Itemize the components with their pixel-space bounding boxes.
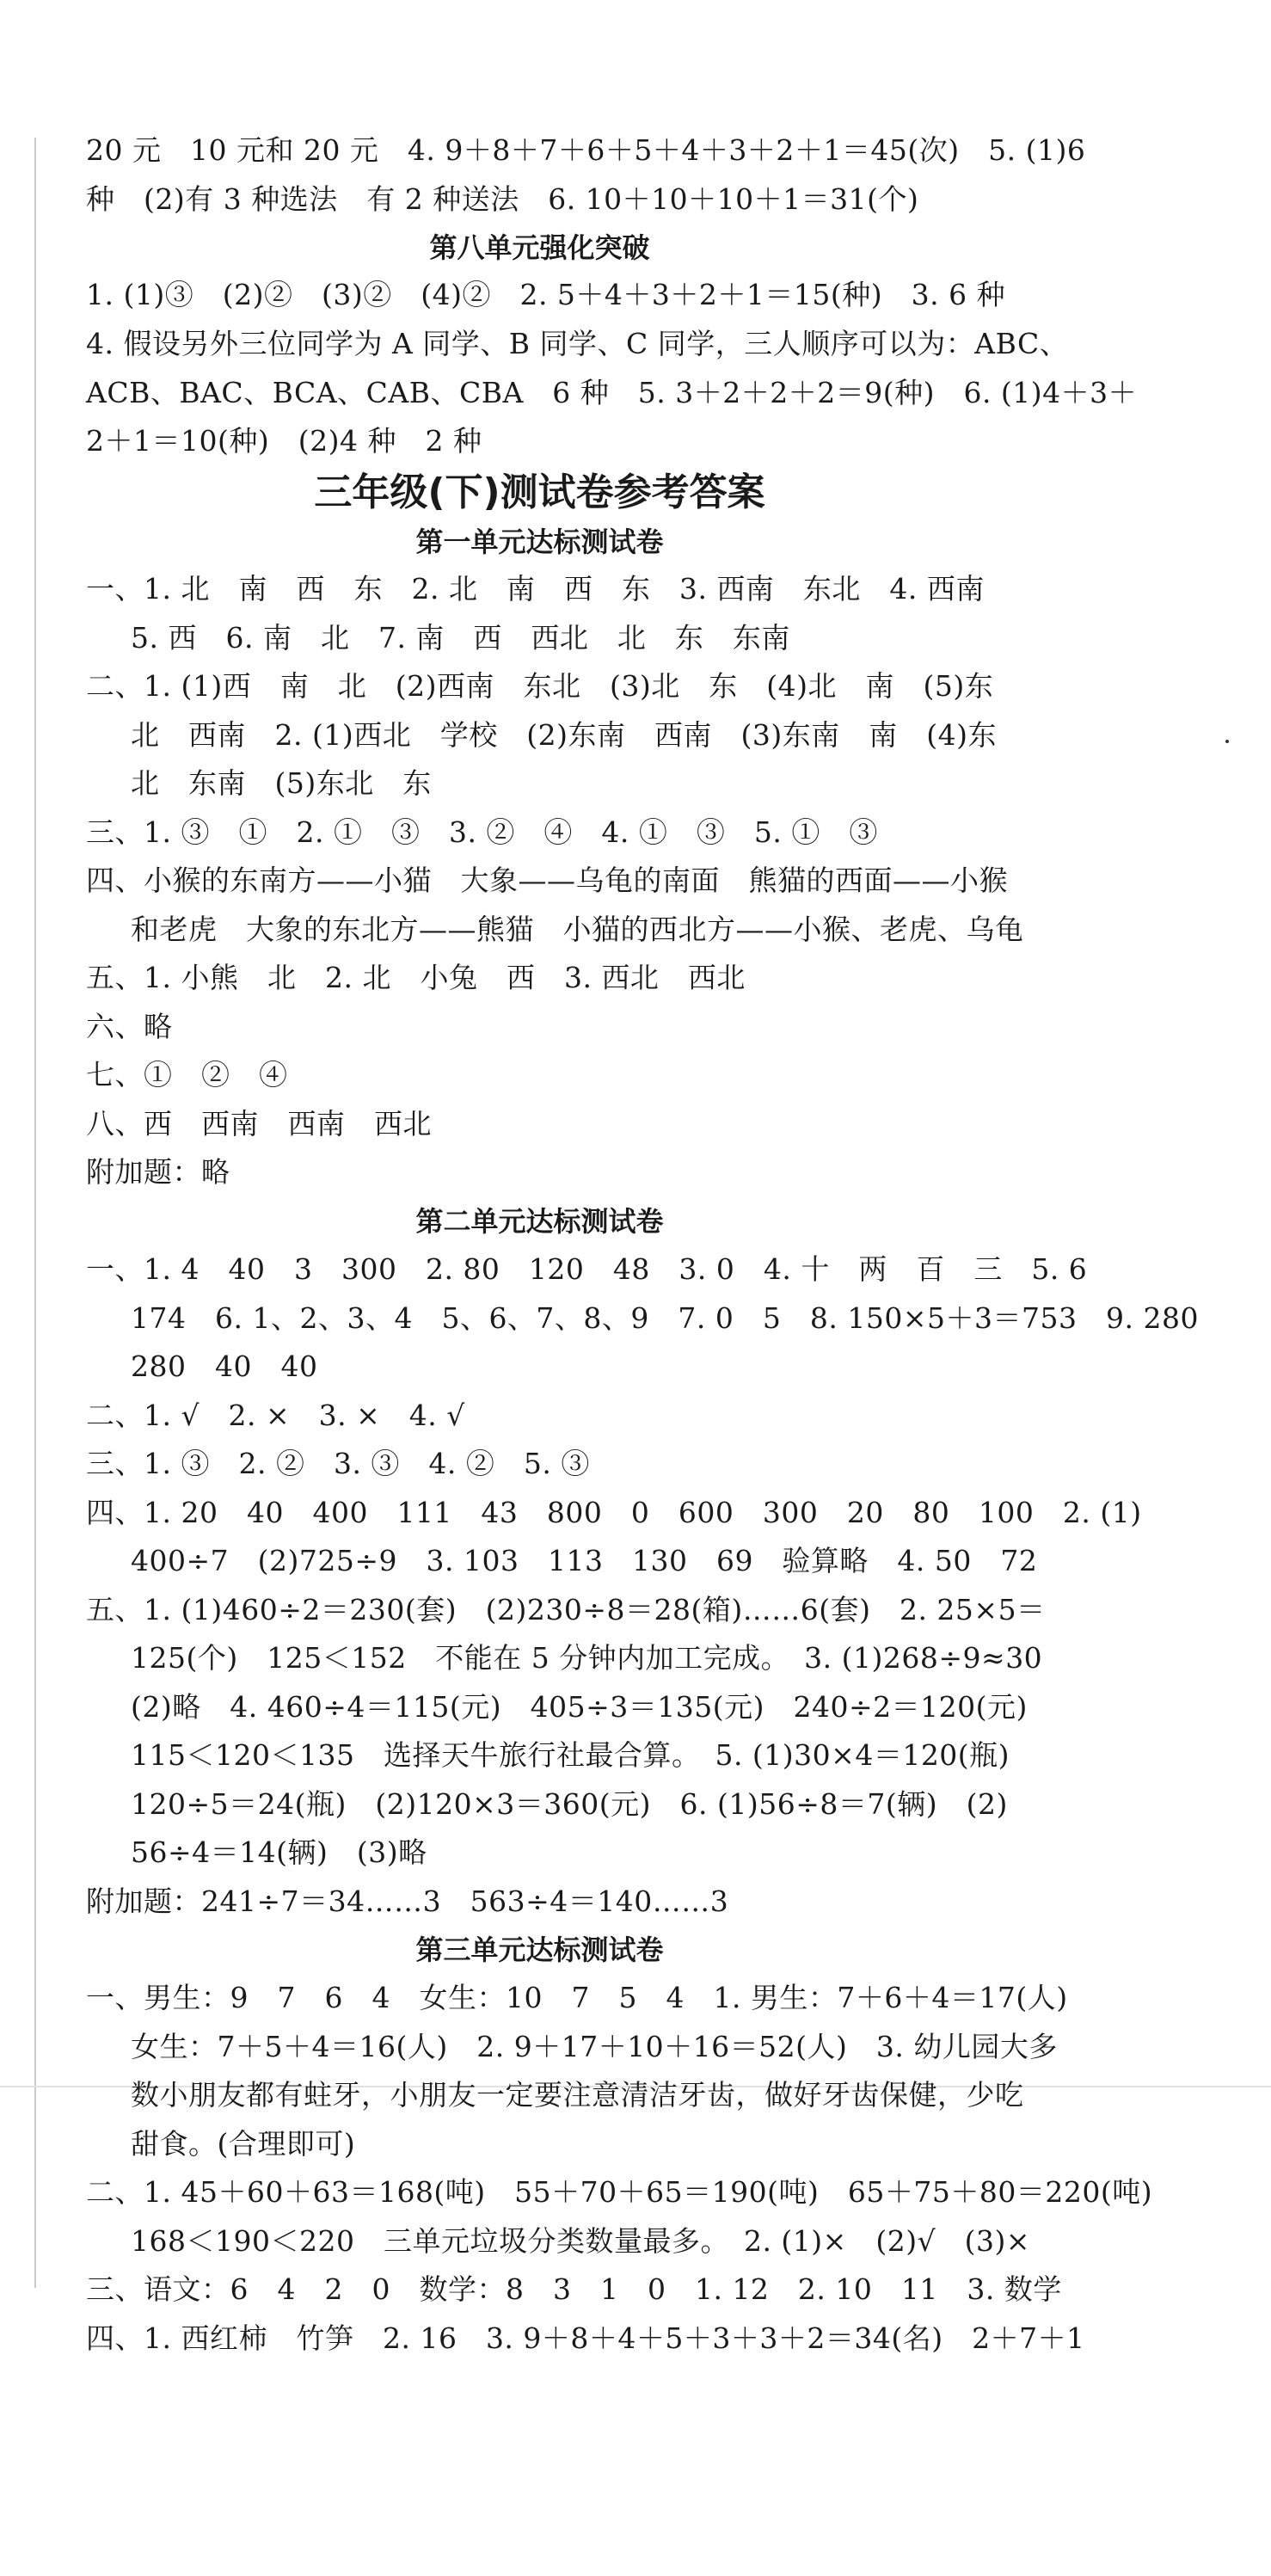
answer-line: 5. 西 6. 南 北 7. 南 西 西北 北 东 东南: [131, 621, 790, 655]
answer-line: 北 东南 (5)东北 东: [131, 766, 432, 800]
section-heading: 第二单元达标测试卷: [415, 1205, 664, 1238]
answer-line: ACB、BAC、BCA、CAB、CBA 6 种 5. 3＋2＋2＋2＝9(种) 6. (1)4＋3＋: [86, 376, 1138, 409]
answer-line: 五、1. 小熊 北 2. 北 小兔 西 3. 西北 西北: [86, 961, 746, 994]
answer-line: 三、1. ③ 2. ② 3. ③ 4. ② 5. ③: [86, 1447, 590, 1480]
answer-line: 女生：7＋5＋4＝16(人) 2. 9＋17＋10＋16＝52(人) 3. 幼儿园大多: [131, 2030, 1058, 2063]
answer-line: 四、小猴的东南方——小猫 大象——乌龟的南面 熊猫的西面——小猴: [86, 864, 1008, 897]
answer-line: 四、1. 20 40 400 111 43 800 0 600 300 20 80 100 2. (1): [86, 1496, 1142, 1529]
answer-line: 附加题：241÷7＝34……3 563÷4＝140……3: [86, 1884, 729, 1918]
answer-line: 附加题：略: [86, 1155, 230, 1189]
answer-line: 56÷4＝14(辆) (3)略: [131, 1835, 427, 1869]
answer-line: (2)略 4. 460÷4＝115(元) 405÷3＝135(元) 240÷2＝120(元): [131, 1690, 1028, 1724]
answer-line: 115＜120＜135 选择天牛旅行社最合算。 5. (1)30×4＝120(瓶): [131, 1738, 1010, 1772]
answer-line: 一、1. 北 南 西 东 2. 北 南 西 东 3. 西南 东北 4. 西南: [86, 572, 985, 606]
answer-line: 125(个) 125＜152 不能在 5 分钟内加工完成。 3. (1)268÷9≈30: [131, 1641, 1043, 1675]
answer-line: 二、1. √ 2. × 3. × 4. √: [86, 1399, 465, 1432]
answer-line: 三、1. ③ ① 2. ① ③ 3. ② ④ 4. ① ③ 5. ① ③: [86, 815, 878, 849]
answer-line: 甜食。(合理即可): [131, 2127, 356, 2161]
answer-line: 4. 假设另外三位同学为 A 同学、B 同学、C 同学，三人顺序可以为：ABC、: [86, 327, 1069, 360]
answer-line: 六、略: [86, 1010, 173, 1043]
answer-line: 280 40 40: [131, 1349, 318, 1383]
answer-line: 174 6. 1、2、3、4 5、6、7、8、9 7. 0 5 8. 150×5＋3＝753 9. 280: [131, 1301, 1199, 1335]
answer-line: 400÷7 (2)725÷9 3. 103 113 130 69 验算略 4. 50 72: [131, 1544, 1038, 1577]
answer-line: 20 元 10 元和 20 元 4. 9＋8＋7＋6＋5＋4＋3＋2＋1＝45(次) 5. (1)6: [86, 133, 1086, 167]
answer-line: 数小朋友都有蛀牙，小朋友一定要注意清洁牙齿，做好牙齿保健，少吃: [131, 2078, 1024, 2112]
answer-line: 四、1. 西红柿 竹笋 2. 16 3. 9＋8＋4＋5＋3＋3＋2＝34(名) 2＋7＋1: [86, 2321, 1085, 2355]
answer-line: 三、语文：6 4 2 0 数学：8 3 1 0 1. 12 2. 10 11 3. 数学: [86, 2272, 1062, 2306]
answer-line: 2＋1＝10(种) (2)4 种 2 种: [86, 424, 482, 458]
section-heading: 第八单元强化突破: [429, 231, 650, 264]
answer-line: 120÷5＝24(瓶) (2)120×3＝360(元) 6. (1)56÷8＝7(辆) (2): [131, 1787, 1008, 1821]
answer-line: 和老虎 大象的东北方——熊猫 小猫的西北方——小猴、老虎、乌龟: [131, 913, 1024, 946]
section-heading: 第三单元达标测试卷: [415, 1934, 664, 1966]
answer-line: 北 西南 2. (1)西北 学校 (2)东南 西南 (3)东南 南 (4)东: [131, 718, 997, 752]
answer-line: 1. (1)③ (2)② (3)② (4)② 2. 5＋4＋3＋2＋1＝15(种) 3. 6 种: [86, 278, 1006, 311]
answer-line: 一、男生：9 7 6 4 女生：10 7 5 4 1. 男生：7＋6＋4＝17(人): [86, 1981, 1068, 2014]
answer-line: 二、1. 45＋60＋63＝168(吨) 55＋70＋65＝190(吨) 65＋75＋80＝220(吨): [86, 2175, 1153, 2209]
answer-line: 八、西 西南 西南 西北: [86, 1107, 432, 1140]
page-title: 三年级(下)测试卷参考答案: [314, 470, 765, 514]
answer-line: 七、① ② ④: [86, 1058, 288, 1091]
section-heading: 第一单元达标测试卷: [415, 526, 664, 558]
answer-line: 二、1. (1)西 南 北 (2)西南 东北 (3)北 东 (4)北 南 (5)东: [86, 669, 994, 703]
answer-line: 168＜190＜220 三单元垃圾分类数量最多。 2. (1)× (2)√ (3)×: [131, 2224, 1030, 2258]
answer-line: 一、1. 4 40 3 300 2. 80 120 48 3. 0 4. 十 两 百 三 5. 6: [86, 1252, 1088, 1286]
answer-line: 种 (2)有 3 种选法 有 2 种送法 6. 10＋10＋10＋1＝31(个): [86, 182, 919, 216]
answer-line: 五、1. (1)460÷2＝230(套) (2)230÷8＝28(箱)……6(套) 2. 25×5＝: [86, 1593, 1046, 1626]
